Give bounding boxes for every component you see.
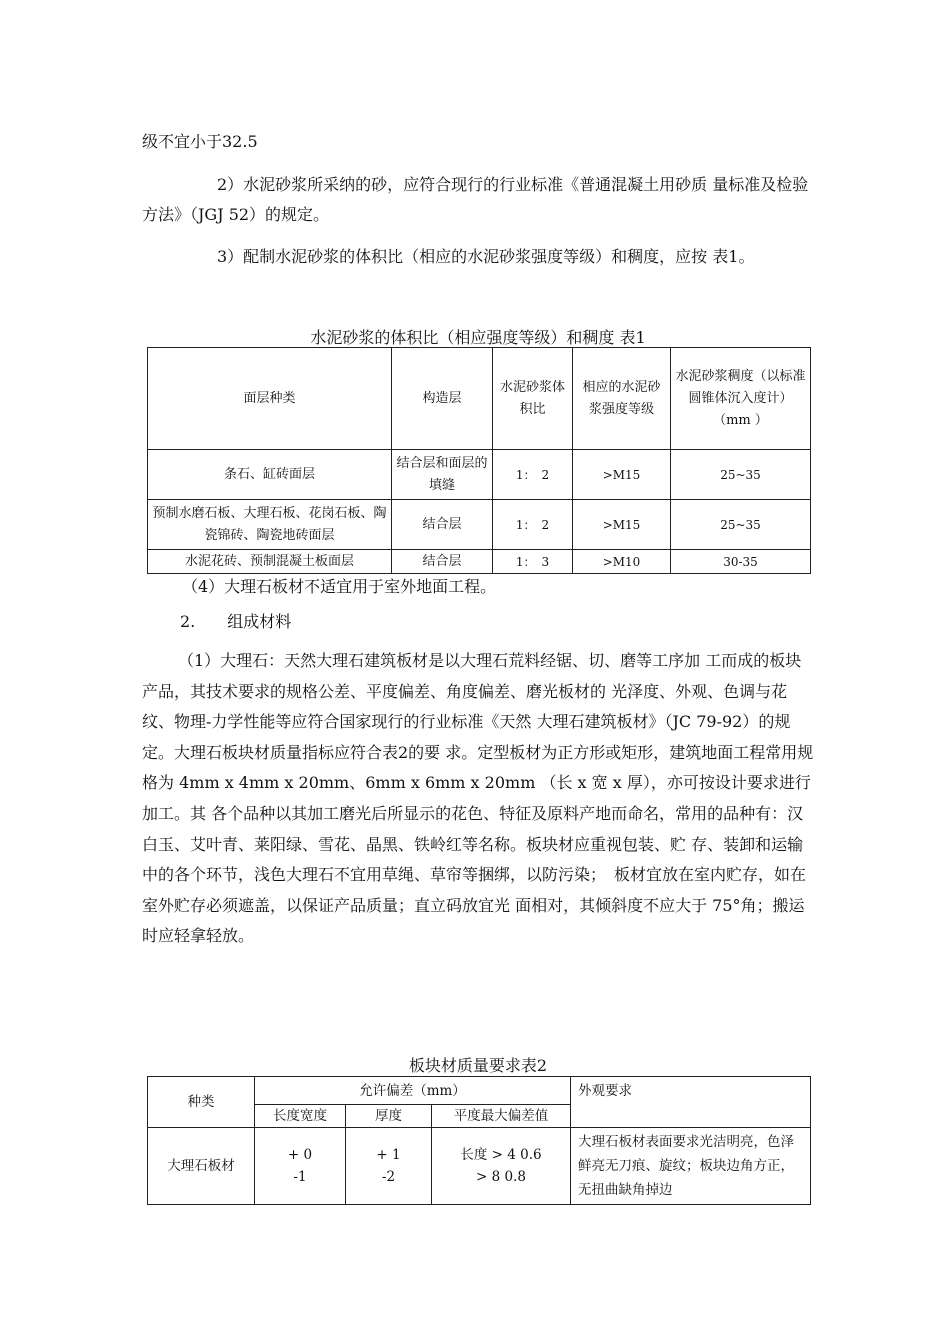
table2-header-cell: 长度宽度	[255, 1105, 346, 1128]
table2-header-row	[148, 1077, 811, 1105]
table-1	[147, 347, 811, 574]
paragraph-3: （4）大理石板材不适宜用于室外地面工程。	[182, 577, 497, 596]
table-row	[148, 500, 811, 550]
paragraph-1: 2）水泥砂浆所采纳的砂，应符合现行的行业标准《普通混凝土用砂质 量标准及检验方法》（JGJ 52）的规定。	[142, 175, 809, 224]
cell-text: 1： 3	[515, 554, 550, 569]
table-cell: 结合层和面层的填缝	[392, 450, 493, 500]
table-cell	[671, 550, 811, 574]
table-cell: 1： 2	[493, 450, 573, 500]
cell-text: 30-35	[723, 554, 758, 569]
table-cell	[392, 550, 493, 574]
table1-header-cell: 构造层	[392, 348, 493, 450]
table-2	[147, 1076, 811, 1205]
table-cell: 25~35	[671, 500, 811, 550]
table-row	[148, 1128, 811, 1205]
paragraph-4: 2. 组成材料	[180, 612, 292, 631]
table-cell: 预制水磨石板、大理石板、花岗石板、陶瓷锦砖、陶瓷地砖面层	[148, 500, 392, 550]
paragraph-5: （1）大理石：天然大理石建筑板材是以大理石荒料经锯、切、磨等工序加 工而成的板块产品，其技术要求的规格公差、平度偏差、角度偏差、磨光板材的 光泽度、外观、色调与花纹、物理-力学性能等应符合国家现行的行业标准《天然 大理石建筑板材》（JC 79-92）的规定。大理石板块材质量指标应符合表2的要 求。定型板材为正方形或矩形，建筑地面工程常用规格为 4mm x 4mm x 20mm、6mm x 6mm x 20mm （长 x 宽 x 厚），亦可按设计要求进行加工。其 各个品种以其加工磨光后所显示的花色、特征及原料产地而命名，常用的品种有：汉白玉、艾叶青、莱阳绿、雪花、晶黑、铁岭红等名称。板块材应重视包装、贮 存、装卸和运输中的各个环节，浅色大理石不宜用草绳、草帘等捆绑，以防污染； 板材宜放在室内贮存，如在室外贮存必须遮盖，以保证产品质量；直立码放宜光 面相对，其倾斜度不应大于 75°角；搬运时应轻拿轻放。	[142, 651, 814, 946]
table2-header-cell: 种类	[148, 1077, 255, 1128]
table1-header-cell: 水泥砂浆体积比	[493, 348, 573, 450]
table-cell: >M15	[573, 450, 671, 500]
table2-caption: 板块材质量要求表2	[408, 1056, 548, 1075]
cell-text: 水泥花砖、预制混凝土板面层	[184, 553, 354, 569]
table1-header-cell: 水泥砂浆稠度（以标准圆锥体沉入度计）（mm ）	[671, 348, 811, 450]
table-cell: 1： 2	[493, 500, 573, 550]
table1-header-row	[148, 348, 811, 450]
table2-header-cell: 允许偏差（mm）	[255, 1077, 571, 1105]
table-cell	[255, 1128, 346, 1205]
table-cell: >M15	[573, 500, 671, 550]
cell-text: 结合层	[422, 553, 462, 569]
cell-text: 长度 > 4 0.6	[460, 1147, 542, 1163]
cell-text: + 0	[287, 1147, 313, 1163]
table2-header-cell: 厚度	[346, 1105, 432, 1128]
table2-header-cell: 平度最大偏差值	[432, 1105, 571, 1128]
table-row	[148, 450, 811, 500]
table1-caption: 水泥砂浆的体积比（相应强度等级）和稠度 表1	[310, 328, 646, 347]
table-cell	[493, 550, 573, 574]
table-cell: 25~35	[671, 450, 811, 500]
table2-header-cell: 外观要求	[571, 1077, 811, 1128]
table-cell: 大理石板材	[148, 1128, 255, 1205]
table1-header-cell: 相应的水泥砂浆强度等级	[573, 348, 671, 450]
table1-header-cell: 面层种类	[148, 348, 392, 450]
cell-text: >M10	[602, 554, 641, 569]
table-cell: 大理石板材表面要求光洁明亮，色泽鲜亮无刀痕、旋纹；板块边角方正，无扭曲缺角掉边	[571, 1128, 811, 1205]
table-cell	[573, 550, 671, 574]
table-row	[148, 550, 811, 574]
cell-text: -1	[293, 1169, 307, 1185]
paragraph-0: 级不宜小于32.5	[142, 132, 258, 151]
paragraph-2: 3）配制水泥砂浆的体积比（相应的水泥砂浆强度等级）和稠度，应按 表1。	[217, 247, 755, 266]
table-cell: 条石、缸砖面层	[148, 450, 392, 500]
table-cell	[432, 1128, 571, 1205]
table-cell	[148, 550, 392, 574]
cell-text: + 1	[376, 1147, 401, 1163]
cell-text: > 8 0.8	[476, 1169, 526, 1185]
cell-text: -2	[381, 1169, 396, 1185]
table-cell: 结合层	[392, 500, 493, 550]
table-cell	[346, 1128, 432, 1205]
